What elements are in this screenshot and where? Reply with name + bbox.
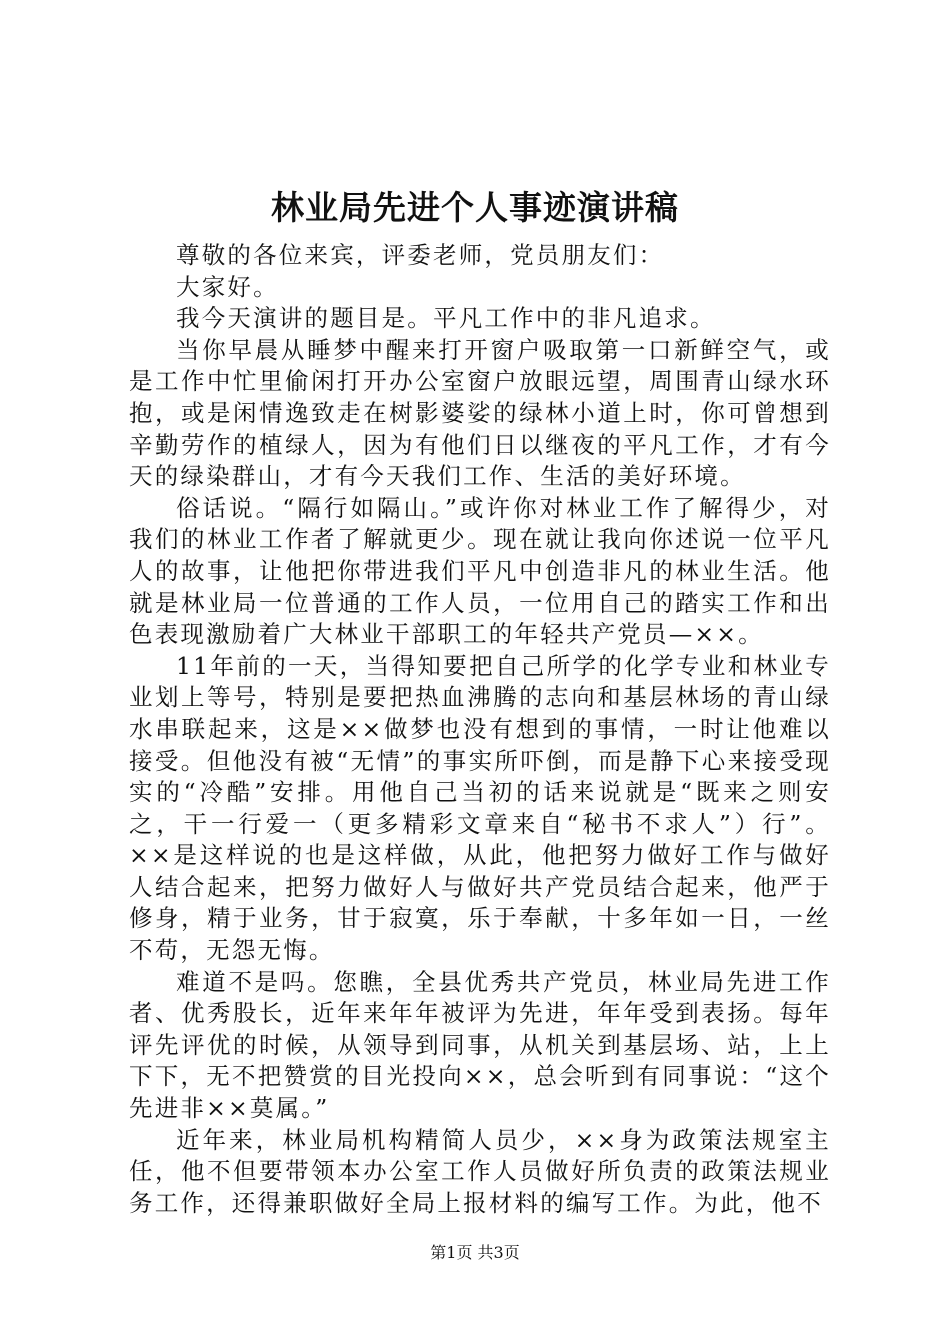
paragraph: 近年来，林业局机构精简人员少，××身为政策法规室主任，他不但要带领本办公室工作人员做好所负责的政策法规业务工作，还得兼职做好全局上报材料的编写工作。为此，他不 — [129, 1125, 831, 1217]
document-body — [129, 240, 831, 1219]
paragraph: 难道不是吗。您瞧，全县优秀共产党员，林业局先进工作者、优秀股长，近年来年年被评为先进，年年受到表扬。每年评先评优的时候，从领导到同事，从机关到基层场、站，上上下下，无不把赞赏的目光投向××，总会听到有同事说：“这个先进非××莫属。” — [129, 967, 831, 1123]
paragraph-salutation: 尊敬的各位来宾，评委老师，党员朋友们： — [176, 241, 665, 269]
page-number-footer: 第1页 共3页 — [430, 1243, 520, 1262]
paragraph-greeting: 大家好。 — [176, 272, 279, 301]
paragraph: 当你早晨从睡梦中醒来打开窗户吸取第一口新鲜空气，或是工作中忙里偷闲打开办公室窗户放眼远望，周围青山绿水环抱，或是闲情逸致走在树影婆娑的绿林小道上时，你可曾想到辛勤劳作的植绿人，因为有他们日以继夜的平凡工作，才有今天的绿染群山，才有今天我们工作、生活的美好环境。 — [129, 335, 831, 491]
paragraph-topic: 我今天演讲的题目是。平凡工作中的非凡追求。 — [176, 304, 716, 333]
paragraph: 11年前的一天，当得知要把自己所学的化学专业和林业专业划上等号，特别是要把热血沸腾的志向和基层林场的青山绿水串联起来，这是××做梦也没有想到的事情，一时让他难以接受。但他没有被“无情”的事实所吓倒，而是静下心来接受现实的“冷酷”安排。用他自己当初的话来说就是“既来之则安之，干一行爱一（更多精彩文章来自“秘书不求人”）行”。××是这样说的也是这样做，从此，他把努力做好工作与做好人结合起来，把努力做好人与做好共产党员结合起来，他严于修身，精于业务，甘于寂寞，乐于奉献，十多年如一日，一丝不苟，无怨无悔。 — [129, 651, 831, 965]
paragraph: 俗话说。“隔行如隔山。”或许你对林业工作了解得少，对我们的林业工作者了解就更少。现在就让我向你述说一位平凡人的故事，让他把你带进我们平凡中创造非凡的林业生活。他就是林业局一位普通的工作人员，一位用自己的踏实工作和出色表现激励着广大林业干部职工的年轻共产党员—××。 — [129, 493, 831, 649]
document-title: 林业局先进个人事迹演讲稿 — [271, 188, 679, 227]
